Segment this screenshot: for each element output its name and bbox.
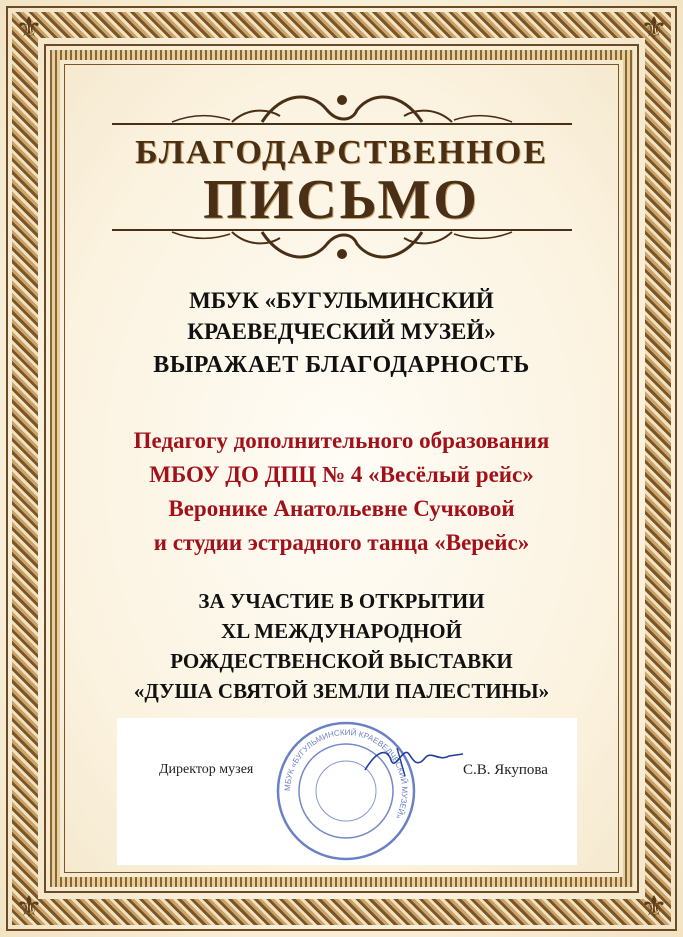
fleur-de-lis-icon: ⚜ bbox=[15, 891, 43, 924]
reason-line: РОЖДЕСТВЕНСКОЙ ВЫСТАВКИ bbox=[170, 649, 513, 673]
reason-line: «ДУША СВЯТОЙ ЗЕМЛИ ПАЛЕСТИНЫ» bbox=[133, 679, 550, 703]
reason-line: ЗА УЧАСТИЕ В ОТКРЫТИИ bbox=[198, 589, 485, 613]
organization-line: МБУК «БУГУЛЬМИНСКИЙ bbox=[189, 288, 494, 313]
stamp-text: МБУК «БУГУЛЬМИНСКИЙ КРАЕВЕДЧЕСКИЙ МУЗЕЙ» bbox=[282, 727, 410, 821]
reason-line: XL МЕЖДУНАРОДНОЙ bbox=[221, 619, 462, 643]
signatory-position: Директор музея bbox=[159, 762, 254, 777]
recipient-line: и студии эстрадного танца «Верейс» bbox=[153, 530, 530, 555]
organization-line: КРАЕВЕДЧЕСКИЙ МУЗЕЙ» bbox=[187, 319, 496, 344]
reason-block bbox=[80, 586, 603, 706]
fleur-de-lis-icon: ⚜ bbox=[640, 891, 668, 924]
recipient-line: МБОУ ДО ДПЦ № 4 «Весёлый рейс» bbox=[149, 462, 534, 487]
organization-block bbox=[80, 285, 603, 381]
handwritten-signature bbox=[357, 740, 467, 780]
recipient-line: Педагогу дополнительного образования bbox=[133, 428, 550, 453]
recipient-block bbox=[80, 424, 603, 560]
fleur-de-lis-icon: ⚜ bbox=[15, 12, 43, 45]
document-title-line2: ПИСЬМО bbox=[203, 169, 480, 231]
signature-area bbox=[117, 718, 577, 865]
scroll-flourish-icon bbox=[112, 86, 572, 126]
gratitude-statement: ВЫРАЖАЕТ БЛАГОДАРНОСТЬ bbox=[153, 352, 530, 378]
recipient-line: Веронике Анатольевне Сучковой bbox=[168, 496, 515, 521]
scroll-flourish-icon bbox=[112, 228, 572, 268]
fleur-de-lis-icon: ⚜ bbox=[640, 12, 668, 45]
document-title-line1: БЛАГОДАРСТВЕННОЕ bbox=[135, 134, 548, 171]
signatory-name: С.В. Якупова bbox=[463, 762, 548, 778]
